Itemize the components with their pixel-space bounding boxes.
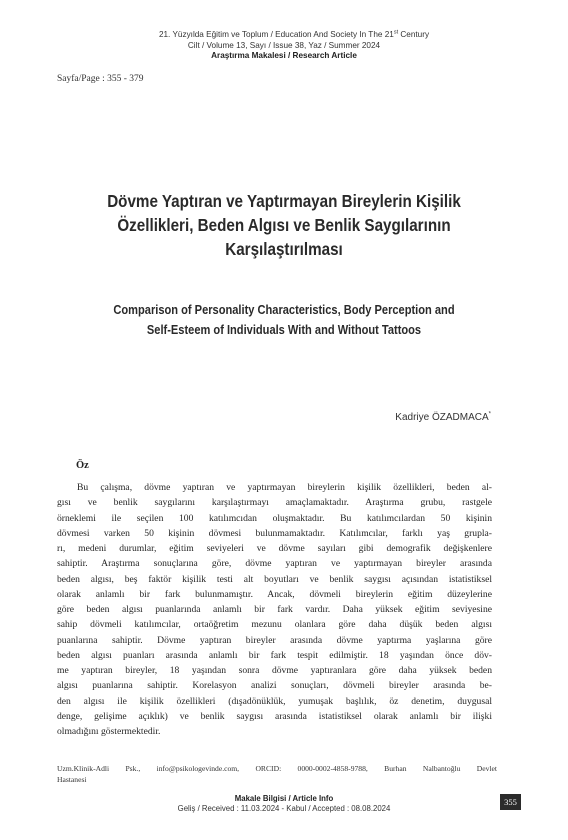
author	[395, 412, 491, 423]
journal-name: 21. Yüzyılda Eğitim ve Toplum / Education And Society In The 21st Century	[158, 29, 430, 39]
abstract-line: sahip dövmeli katılımcılar, ortaöğretim mezunu olanlara göre daha düşük beden algısı	[57, 619, 492, 631]
abstract-line: beden algısı, beş faktör kişilik testi alt boyutları ve benlik saygısı açısından istatistiksel	[57, 573, 492, 585]
abstract-line: denge, gelişime açıklık) ve benlik saygısı arasında istatistiksel olarak anlamlı bir ilişki	[57, 710, 492, 722]
author-footnote-mark: *	[488, 411, 491, 418]
author-name: Kadriye ÖZADMACA	[395, 412, 489, 423]
abstract-line: puanlarına sahiptir. Dövme yaptıran bireyler arasında dövme yaptırma yaşlarına göre	[57, 634, 492, 646]
article-info	[0, 794, 568, 813]
page-number: 355	[500, 794, 521, 810]
abstract-line: beden algısı puanları arasında anlamlı bir fark tespit edilmiştir. 18 yaşından önce döv-	[57, 649, 492, 661]
title-english-line: Comparison of Personality Characteristics, Body Perception and	[113, 303, 455, 317]
abstract-body	[57, 480, 492, 740]
title-english-line: Self-Esteem of Individuals With and Without Tattoos	[146, 323, 422, 337]
footnote-line: Hastanesi	[57, 775, 87, 784]
abstract-line: dövmesi varken 50 kişinin dövmesi bulunmamaktadır. Katılımcılar, farklı yaş grupla-	[57, 527, 492, 539]
abstract-line: göre beden algısı puanlarında anlamlı bir fark vardır. Daha yüksek eğitim seviyesine	[57, 604, 492, 616]
article-dates: Geliş / Received : 11.03.2024 - Kabul / Accepted : 08.08.2024	[177, 803, 391, 813]
abstract-line: örneklemi ile seçilen 100 katılımcıdan oluşmaktadır. Bu katılımcılardan 50 kişinin	[57, 512, 492, 524]
title-turkish-line: Dövme Yaptıran ve Yaptırmayan Bireylerin Kişilik	[107, 191, 461, 211]
abstract-line: Bu çalışma, dövme yaptıran ve yaptırmayan bireylerin kişilik özellikleri, beden al-	[77, 482, 492, 493]
abstract-line: me yaptıran bireyler, 18 yaşından sonra dövme yaptıranlara göre daha yüksek beden	[57, 665, 492, 677]
abstract-line: sahiptir. Araştırma sonuçlarına göre, dövme yaptıran ve yaptırmayan bireyler arasında	[57, 558, 492, 570]
title-turkish	[69, 189, 498, 261]
journal-volume: Cilt / Volume 13, Sayı / Issue 38, Yaz / Summer 2024	[187, 40, 381, 50]
title-turkish-line: Karşılaştırılması	[225, 239, 343, 259]
abstract-line: gısı ve benlik saygılarını karşılaştırmayı amaçlamaktadır. Araştırma grubu, rastgele	[57, 497, 492, 509]
abstract-line: olarak anlamlı bir fark bulunmamıştır. Ancak, dövmeli bireylerin eğitim düzeylerine	[57, 588, 492, 600]
author-footnote	[57, 763, 497, 785]
abstract-line: olmadığını göstermektedir.	[57, 726, 161, 738]
title-english	[60, 300, 507, 340]
page-range: Sayfa/Page : 355 - 379	[57, 74, 144, 84]
abstract-line: den algısı ile kişilik özellikleri (dışadönüklük, yumuşak başlılık, öz denetim, duygusal	[57, 695, 492, 707]
footnote-line: Uzm.Klinik-Adli Psk., info@psikologevinde.com, ORCID: 0000-0002-4858-9788, Burhan Nalbantoğlu Devlet	[57, 764, 497, 773]
article-type: Araştırma Makalesi / Research Article	[211, 51, 357, 60]
title-turkish-line: Özellikleri, Beden Algısı ve Benlik Saygılarının	[117, 215, 451, 235]
journal-header	[0, 30, 568, 62]
abstract-heading: Öz	[76, 460, 89, 471]
abstract-line: rı, medeni durumlar, eğitim seviyeleri ve dövme sayıları gibi demografik değişkenlere	[57, 543, 492, 555]
abstract-line: algısı puanlarına sahiptir. Korelasyon analizi sonuçları, dövmeli bireyler arasında be-	[57, 680, 492, 692]
article-info-heading: Makale Bilgisi / Article Info	[234, 794, 334, 803]
